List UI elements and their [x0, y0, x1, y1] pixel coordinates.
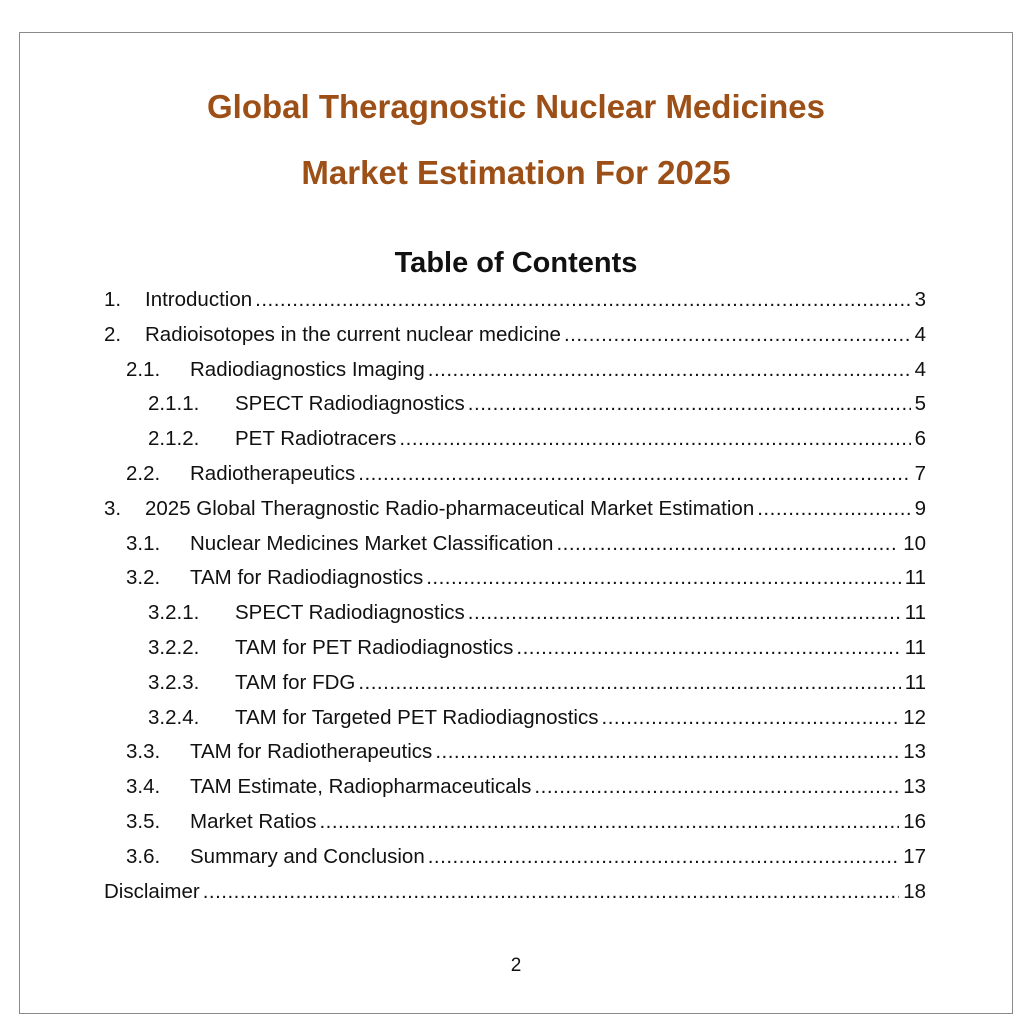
toc-entry-title: TAM for Radiotherapeutics: [190, 740, 433, 764]
page-number: 2: [510, 955, 522, 976]
toc-dot-leader: [534, 770, 899, 805]
toc-entry-number: 3.6.: [126, 844, 161, 868]
toc-entry-title: Introduction: [145, 288, 253, 311]
toc-entry-number: 3.2.4.: [148, 705, 200, 729]
toc-entry-page: 13: [903, 775, 926, 799]
toc-entry[interactable]: [104, 318, 926, 353]
toc-dot-leader: [468, 596, 901, 631]
toc-entry-number: 3.1.: [126, 531, 161, 555]
toc-entry[interactable]: [104, 735, 926, 770]
toc-entry-title: Radiotherapeutics: [190, 461, 356, 485]
toc-entry-number: 3.2.2.: [148, 635, 200, 659]
toc-entry-number: 3.4.: [126, 775, 161, 799]
toc-dot-leader: [358, 666, 900, 701]
document-title-line-2: Market Estimation For 2025: [301, 154, 731, 191]
toc-entry-title: TAM Estimate, Radiopharmaceuticals: [190, 775, 532, 799]
toc-dot-leader: [203, 875, 900, 910]
toc-dot-leader: [426, 561, 901, 596]
toc-entry[interactable]: [104, 492, 926, 527]
toc-entry[interactable]: [104, 387, 926, 422]
toc-dot-leader: [399, 422, 910, 457]
toc-entry[interactable]: [104, 631, 926, 666]
toc-entry[interactable]: [104, 283, 926, 318]
toc-dot-leader: [757, 492, 910, 527]
toc-entry-number: 2.1.1.: [148, 392, 200, 416]
toc-dot-leader: [319, 805, 899, 840]
toc-entry[interactable]: [104, 770, 926, 805]
toc-entry-title: Nuclear Medicines Market Classification: [190, 531, 554, 555]
toc-entry[interactable]: [104, 701, 926, 736]
toc-entry-page: 13: [903, 740, 926, 764]
toc-entry-title: TAM for FDG: [235, 670, 356, 694]
toc-dot-leader: [602, 701, 900, 736]
toc-entry-title: TAM for Radiodiagnostics: [190, 566, 424, 590]
toc-entry-number: 3.2.: [126, 566, 161, 590]
toc-entry-number: 3.2.3.: [148, 670, 200, 694]
document-page: [19, 32, 1013, 1014]
toc-entry-page: 11: [904, 566, 926, 590]
toc-entry-number: 2.1.2.: [148, 427, 200, 451]
toc-entry-number: 3.3.: [126, 740, 161, 764]
toc-dot-leader: [255, 283, 910, 318]
toc-dot-leader: [428, 353, 911, 388]
toc-entry[interactable]: [104, 527, 926, 562]
toc-entry-page: 6: [914, 427, 926, 451]
table-of-contents: [104, 283, 926, 909]
toc-entry-number: 3.: [104, 496, 122, 520]
document-title-line-1: Global Theragnostic Nuclear Medicines: [207, 88, 825, 125]
toc-dot-leader: [428, 840, 899, 875]
toc-entry-title: Radiodiagnostics Imaging: [190, 357, 425, 381]
toc-entry-page: 11: [904, 670, 926, 694]
toc-entry-title: Radioisotopes in the current nuclear medicine: [145, 322, 561, 346]
toc-entry-page: 5: [914, 392, 926, 416]
toc-entry-page: 11: [904, 601, 926, 625]
toc-entry-page: 17: [903, 844, 926, 868]
toc-entry-title: SPECT Radiodiagnostics: [235, 601, 465, 625]
toc-entry-number: 3.5.: [126, 809, 161, 833]
toc-entry-title: TAM for Targeted PET Radiodiagnostics: [235, 705, 599, 729]
toc-entry-number: 2.2.: [126, 461, 161, 485]
toc-entry-page: 4: [914, 322, 926, 346]
toc-entry-page: 9: [914, 496, 926, 520]
toc-entry-number: 2.: [104, 322, 122, 346]
toc-entry[interactable]: [104, 353, 926, 388]
toc-entry[interactable]: [104, 840, 926, 875]
toc-dot-leader: [516, 631, 900, 666]
toc-dot-leader: [358, 457, 910, 492]
toc-entry-page: 12: [903, 705, 926, 729]
toc-dot-leader: [556, 527, 899, 562]
toc-entry-page: 7: [914, 461, 926, 485]
toc-entry-number: 1.: [104, 288, 122, 311]
toc-entry-title: Disclaimer: [104, 879, 200, 903]
toc-entry[interactable]: [104, 561, 926, 596]
toc-entry-number: 2.1.: [126, 357, 161, 381]
toc-entry-number: 3.2.1.: [148, 601, 200, 625]
toc-entry-title: TAM for PET Radiodiagnostics: [235, 635, 514, 659]
toc-entry[interactable]: [104, 422, 926, 457]
toc-entry[interactable]: [104, 666, 926, 701]
toc-entry-title: Summary and Conclusion: [190, 844, 425, 868]
toc-entry-page: 18: [903, 879, 926, 903]
toc-entry-page: 10: [903, 531, 926, 555]
toc-dot-leader: [564, 318, 911, 353]
toc-dot-leader: [435, 735, 899, 770]
toc-heading: Table of Contents: [394, 247, 638, 279]
toc-entry[interactable]: [104, 457, 926, 492]
toc-entry-page: 16: [903, 809, 926, 833]
toc-entry[interactable]: [104, 596, 926, 631]
toc-entry-page: 4: [914, 357, 926, 381]
toc-entry-title: 2025 Global Theragnostic Radio-pharmaceutical Market Estimation: [145, 496, 755, 520]
toc-dot-leader: [468, 387, 911, 422]
toc-entry-title: Market Ratios: [190, 809, 317, 833]
toc-entry-page: 11: [904, 635, 926, 659]
toc-entry[interactable]: [104, 805, 926, 840]
toc-entry[interactable]: [104, 875, 926, 910]
toc-entry-title: SPECT Radiodiagnostics: [235, 392, 465, 416]
toc-entry-page: 3: [914, 288, 926, 311]
toc-entry-title: PET Radiotracers: [235, 427, 397, 451]
